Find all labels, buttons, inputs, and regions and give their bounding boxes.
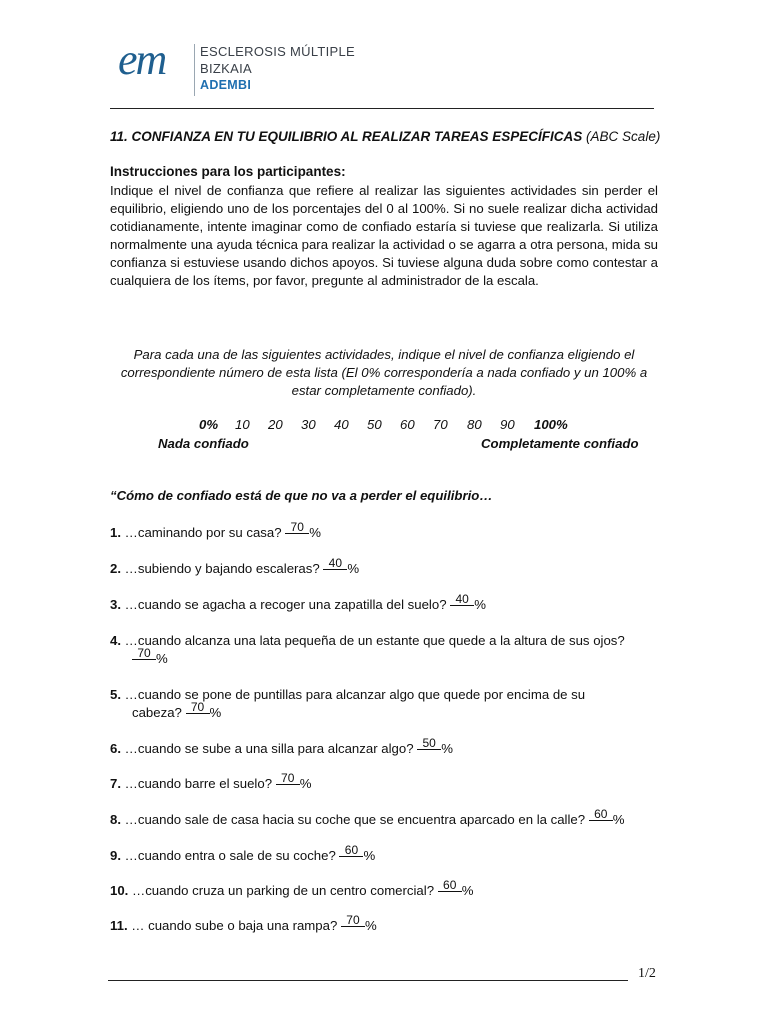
list-item — [110, 807, 660, 829]
scale-value: 60 — [400, 417, 415, 432]
percent-sign: % — [461, 883, 474, 898]
item-text: …cuando alcanza una lata pequeña de un estante que quede a la altura de sus ojos? — [124, 633, 625, 648]
answer-field[interactable]: 50 — [417, 737, 441, 750]
instructions-heading: Instrucciones para los participantes: — [110, 164, 346, 179]
item-text: …cuando entra o sale de su coche? — [124, 848, 340, 863]
page-number: 1/2 — [638, 966, 656, 981]
answer-field[interactable]: 60 — [339, 844, 363, 857]
percent-sign: % — [441, 741, 453, 756]
scale-value: 40 — [334, 417, 349, 432]
percent-sign: % — [612, 812, 625, 827]
list-item — [110, 520, 660, 542]
scale-left-label: Nada confiado — [158, 436, 249, 451]
item-text: …cuando sale de casa hacia su coche que se encuentra aparcado en la calle? — [124, 812, 589, 827]
title-text: 11. CONFIANZA EN TU EQUILIBRIO AL REALIZAR TAREAS ESPECÍFICAS — [110, 129, 583, 144]
scale-value: 70 — [433, 417, 448, 432]
answer-field[interactable]: 70 — [132, 647, 156, 660]
scale-value: 50 — [367, 417, 382, 432]
instructions-body: Indique el nivel de confianza que refiere al realizar las siguientes actividades sin perder el equilibrio, eligiendo uno de los porcentajes del 0 al 100%. Si no suele realizar dicha actividad cotidianamente, intente imaginar como de confiado estaría si tuviese que realizarla. Si utiliza normalmente una ayuda técnica para realizar la actividad o se agarra a otra persona, mida su confianza si estuviese usando dichos apoyos. Si tuviese alguna duda sobre como contestar a cualquiera de los ítems, por favor, pregunte al administrador de la escala. — [110, 183, 658, 288]
list-item — [110, 878, 660, 900]
item-number: 10. — [110, 883, 129, 898]
logo-text-line1: ESCLEROSIS MÚLTIPLE — [200, 44, 356, 59]
percent-sign: % — [347, 561, 360, 576]
logo-divider — [194, 44, 195, 96]
item-text: …subiendo y bajando escaleras? — [124, 561, 324, 576]
logo-mark: em — [118, 35, 166, 84]
item-number: 3. — [110, 597, 121, 612]
item-text: …caminando por su casa? — [124, 525, 286, 540]
percent-sign: % — [156, 651, 168, 666]
list-item — [110, 686, 660, 722]
answer-field[interactable]: 60 — [438, 879, 462, 892]
list-item — [110, 556, 660, 578]
percent-sign: % — [364, 918, 377, 933]
scale-value: 30 — [301, 417, 316, 432]
logo-text-line2: BIZKAIA — [200, 61, 252, 76]
title-scale: (ABC Scale) — [586, 129, 661, 144]
percent-sign: % — [474, 597, 486, 612]
item-text: …cuando se pone de puntillas para alcanzar algo que quede por encima de su — [124, 687, 586, 702]
percent-sign: % — [299, 776, 312, 791]
answer-field[interactable]: 70 — [285, 521, 309, 534]
answer-field[interactable]: 40 — [323, 557, 347, 570]
scale-value: 20 — [268, 417, 283, 432]
item-number: 6. — [110, 741, 121, 756]
list-item — [110, 771, 660, 793]
document-title — [110, 129, 660, 144]
header-rule — [110, 108, 654, 109]
item-number: 9. — [110, 848, 121, 863]
lead-text: Para cada una de las siguientes actividades, indique el nivel de confianza eligiendo el correspondiente número de esta lista (El 0% correspondería a nada confiado y un 100% a estar completamente confiado). — [120, 347, 648, 398]
list-item — [110, 913, 660, 935]
scale-value: 100% — [534, 417, 568, 432]
scale-value: 10 — [235, 417, 250, 432]
logo-text-line3: ADEMBI — [200, 78, 252, 92]
percent-sign: % — [363, 848, 376, 863]
item-text: …cuando se agacha a recoger una zapatilla del suelo? — [124, 597, 451, 612]
item-text: …cuando cruza un parking de un centro comercial? — [132, 883, 438, 898]
item-number: 4. — [110, 633, 121, 648]
item-text: …cuando se sube a una silla para alcanzar algo? — [124, 741, 418, 756]
item-number: 7. — [110, 776, 121, 791]
item-number: 5. — [110, 687, 121, 702]
answer-field[interactable]: 40 — [450, 593, 474, 606]
answer-field[interactable]: 60 — [589, 808, 613, 821]
footer-rule — [108, 980, 628, 981]
answer-field[interactable]: 70 — [341, 914, 365, 927]
item-text-continuation: cabeza? — [132, 705, 186, 720]
scale-value: 0% — [199, 417, 219, 432]
scale-value: 90 — [500, 417, 515, 432]
answer-field[interactable]: 70 — [276, 772, 300, 785]
item-number: 1. — [110, 525, 121, 540]
item-number: 11. — [110, 918, 128, 933]
list-item — [110, 632, 660, 668]
item-number: 2. — [110, 561, 121, 576]
scale-value: 80 — [467, 417, 482, 432]
list-item — [110, 843, 660, 865]
percent-sign: % — [309, 525, 321, 540]
answer-field[interactable]: 70 — [186, 701, 210, 714]
item-text: … cuando sube o baja una rampa? — [131, 918, 341, 933]
item-text: …cuando barre el suelo? — [124, 776, 276, 791]
question-text: “Cómo de confiado está de que no va a perder el equilibrio… — [110, 488, 493, 503]
scale-right-label: Completamente confiado — [481, 436, 639, 451]
list-item — [110, 736, 660, 758]
item-number: 8. — [110, 812, 121, 827]
percent-sign: % — [209, 705, 222, 720]
list-item — [110, 592, 660, 614]
